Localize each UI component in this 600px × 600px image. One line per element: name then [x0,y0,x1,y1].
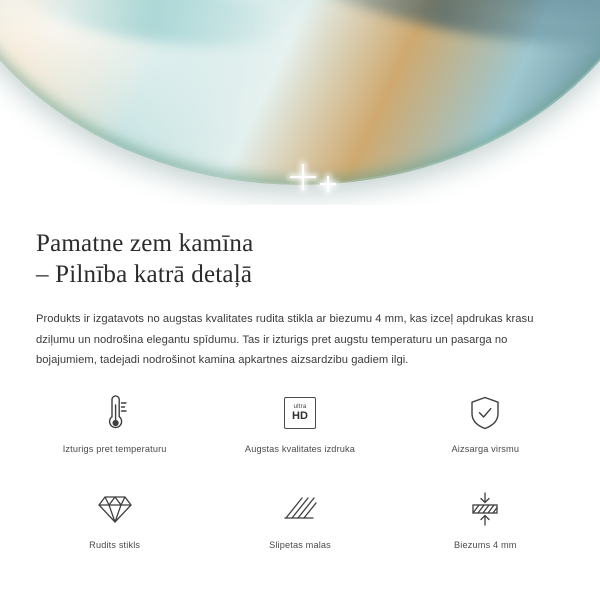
feature-item-temperature [22,392,207,454]
feature-item-surface-protection [393,392,578,454]
marble-glass-disc-image [0,0,600,185]
feature-label: Slipetas malas [269,540,331,550]
feature-label: Aizsarga virsmu [451,444,520,454]
feature-label: Biezums 4 mm [454,540,517,550]
shield-check-icon [469,392,501,434]
feature-item-print-quality [207,392,392,454]
page-title-line-2: – Pilnība katrā detaļā [36,261,253,288]
product-description-paragraph: Produkts ir izgatavots no augstas kvalitates rudita stikla ar biezumu 4 mm, kas izceļ apdrukas krasu dziļumu un nodrošina elegantu spīdumu. Tas ir izturigs pret augstu temperaturu un pasarga no bojajumiem, tadejadi nodrošinot kamina apkartnes aizsardzibu gadiem ilgi. [36,313,534,366]
feature-grid [22,392,578,550]
feature-item-thickness [393,488,578,550]
hero-image-area [0,0,600,205]
thermometer-icon [98,392,132,434]
feature-label: Izturigs pret temperaturu [62,444,167,454]
ultra-hd-badge-top: ultra [293,402,307,410]
disc-surface [0,0,600,185]
text-content [36,228,570,382]
feature-item-tempered-glass [22,488,207,550]
diamond-icon [97,488,133,530]
feature-label: Augstas kvalitates izdruka [244,444,356,454]
page-title-line-1: Pamatne zem kamīna [36,230,254,257]
feature-item-polished-edges [207,488,392,550]
ultra-hd-badge-bottom: HD [292,410,308,423]
feature-label: Rudits stikls [89,540,141,550]
page-title [36,228,570,290]
polished-edges-icon [282,488,318,530]
thickness-arrows-icon [467,488,503,530]
ultra-hd-icon [284,392,316,434]
disc-edge-highlight [0,0,600,185]
